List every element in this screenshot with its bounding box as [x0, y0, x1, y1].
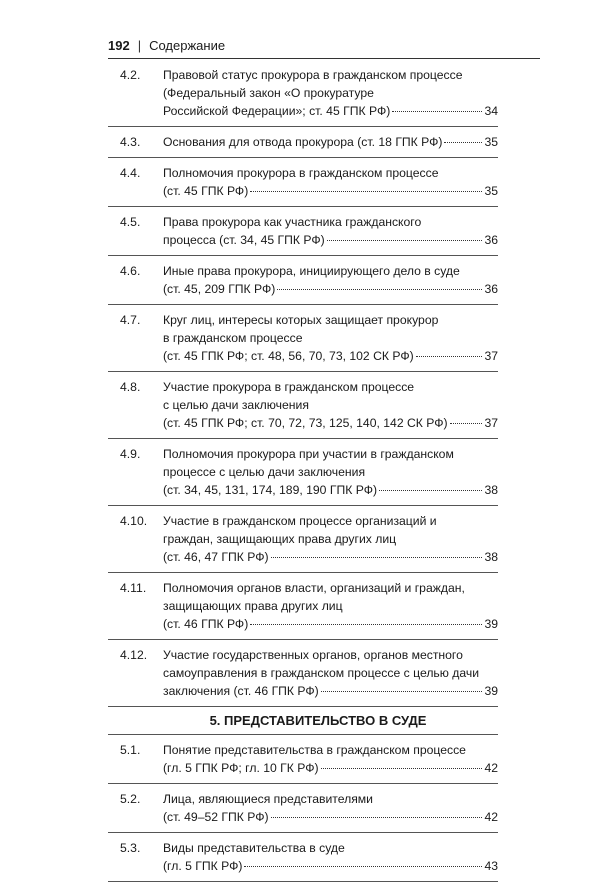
toc-entry — [108, 579, 498, 640]
toc-entry-line — [163, 741, 498, 759]
toc-entry-line — [163, 579, 498, 597]
toc-line-text: Понятие представительства в гражданском процессе — [163, 743, 466, 757]
toc-entry-last-line — [163, 414, 498, 432]
toc-line-text: (Федеральный закон «О прокуратуре — [163, 86, 374, 100]
toc-page-number: 38 — [484, 550, 498, 564]
dot-leader — [277, 289, 482, 290]
toc-entry-number: 4.2. — [120, 68, 141, 82]
dot-leader — [444, 142, 482, 143]
toc-entry-last-line — [163, 548, 498, 566]
toc-entry-number: 4.12. — [120, 648, 148, 662]
dot-leader — [271, 557, 483, 558]
toc-page-number: 37 — [484, 349, 498, 363]
toc-entry-line — [163, 378, 498, 396]
toc-line-text: Участие прокурора в гражданском процессе — [163, 380, 415, 394]
toc-entry-text — [163, 445, 498, 499]
toc-entry-number: 5.1. — [120, 743, 141, 757]
toc-entry-text — [163, 66, 498, 120]
toc-entry-line — [163, 597, 498, 615]
toc-entry-last-line — [163, 808, 498, 826]
toc-line-text: Полномочия прокурора в гражданском процессе — [163, 166, 439, 180]
toc-line-text: самоуправления в гражданском процессе с целью дачи — [163, 666, 480, 680]
toc-entry-last-line — [163, 133, 498, 151]
toc-line-text: (ст. 34, 45, 131, 174, 189, 190 ГПК РФ) — [163, 483, 378, 497]
toc-entry-line — [163, 213, 498, 231]
toc-entry-line — [163, 445, 498, 463]
toc-entry-text — [163, 164, 498, 200]
toc-entry — [108, 790, 498, 833]
dot-leader — [271, 817, 483, 818]
toc-entry-line — [163, 839, 498, 857]
header-separator: | — [137, 38, 142, 53]
toc-entry — [108, 646, 498, 707]
toc-line-text: (гл. 5 ГПК РФ) — [163, 859, 243, 873]
toc-line-text: Участие в гражданском процессе организаций и — [163, 514, 437, 528]
toc-entry — [108, 741, 498, 784]
toc-entry-number: 4.5. — [120, 215, 141, 229]
toc-entry-number: 4.9. — [120, 447, 141, 461]
header-title: Содержание — [149, 38, 226, 53]
toc-entry-number: 4.11. — [120, 581, 147, 595]
toc-page-number: 34 — [484, 104, 498, 118]
toc-line-text: (ст. 45 ГПК РФ) — [163, 184, 249, 198]
toc-line-text: в гражданском процессе — [163, 331, 303, 345]
toc-entry-text — [163, 213, 498, 249]
toc-entry-number: 4.6. — [120, 264, 141, 278]
toc-entries-chapter-5 — [108, 741, 498, 882]
toc-entry-line — [163, 664, 498, 682]
dot-leader — [416, 356, 483, 357]
toc-entry-line — [163, 164, 498, 182]
dot-leader — [250, 624, 482, 625]
toc-page-number: 35 — [484, 184, 498, 198]
toc-line-text: Участие государственных органов, органов местного — [163, 648, 463, 662]
toc-entry-last-line — [163, 682, 498, 700]
toc-line-text: (ст. 45 ГПК РФ; ст. 48, 56, 70, 73, 102 СК РФ) — [163, 349, 414, 363]
toc-page-number: 35 — [484, 135, 498, 149]
toc-entry — [108, 839, 498, 882]
running-header — [108, 38, 540, 53]
toc-entry — [108, 262, 498, 305]
toc-line-text: процесса (ст. 34, 45 ГПК РФ) — [163, 233, 325, 247]
toc-entry-line — [163, 790, 498, 808]
toc-page-number: 42 — [484, 810, 498, 824]
toc-entry-text — [163, 741, 498, 777]
dot-leader — [450, 423, 483, 424]
toc-entry-text — [163, 646, 498, 700]
toc-page-number: 38 — [484, 483, 498, 497]
toc-line-text: Виды представительства в суде — [163, 841, 345, 855]
toc-entry-last-line — [163, 231, 498, 249]
toc-entry — [108, 445, 498, 506]
toc-entry — [108, 164, 498, 207]
toc-page-number: 43 — [484, 859, 498, 873]
toc-entry-line — [163, 463, 498, 481]
toc-entry-number: 4.7. — [120, 313, 141, 327]
dot-leader — [321, 691, 483, 692]
toc-entry-number: 4.10. — [120, 514, 148, 528]
toc-page-number: 39 — [484, 684, 498, 698]
toc-entry-number: 4.8. — [120, 380, 141, 394]
toc-entry-text — [163, 311, 498, 365]
toc-entry-last-line — [163, 857, 498, 875]
toc-line-text: (ст. 45 ГПК РФ; ст. 70, 72, 73, 125, 140, 142 СК РФ) — [163, 416, 448, 430]
toc-line-text: (гл. 5 ГПК РФ; гл. 10 ГК РФ) — [163, 761, 319, 775]
toc-entry-text — [163, 133, 498, 151]
toc-line-text: (ст. 46 ГПК РФ) — [163, 617, 249, 631]
dot-leader — [392, 111, 482, 112]
toc-entry — [108, 512, 498, 573]
toc-page-number: 37 — [484, 416, 498, 430]
toc-line-text: Полномочия органов власти, организаций и граждан, — [163, 581, 465, 595]
toc-line-text: защищающих права других лиц — [163, 599, 343, 613]
toc-line-text: (ст. 45, 209 ГПК РФ) — [163, 282, 276, 296]
toc-entry-number: 4.4. — [120, 166, 141, 180]
toc-entry-last-line — [163, 102, 498, 120]
toc-entry-text — [163, 378, 498, 432]
toc-entry-line — [163, 646, 498, 664]
toc-entry-number: 5.2. — [120, 792, 141, 806]
section-heading: 5. ПРЕДСТАВИТЕЛЬСТВО В СУДЕ — [108, 713, 498, 735]
toc-page-number: 36 — [484, 282, 498, 296]
toc-entry-line — [163, 512, 498, 530]
toc-entry-line — [163, 311, 498, 329]
toc-page-number: 42 — [484, 761, 498, 775]
toc-page-number: 39 — [484, 617, 498, 631]
table-of-contents — [108, 66, 498, 888]
dot-leader — [250, 191, 482, 192]
toc-entry-last-line — [163, 280, 498, 298]
toc-line-text: Основания для отвода прокурора (ст. 18 ГПК РФ) — [163, 135, 443, 149]
toc-entry-text — [163, 512, 498, 566]
toc-line-text: с целью дачи заключения — [163, 398, 309, 412]
toc-line-text: Российской Федерации»; ст. 45 ГПК РФ) — [163, 104, 391, 118]
toc-entry-line — [163, 396, 498, 414]
dot-leader — [379, 490, 482, 491]
dot-leader — [321, 768, 483, 769]
toc-entry-last-line — [163, 481, 498, 499]
toc-entry-last-line — [163, 615, 498, 633]
toc-entry-number: 5.3. — [120, 841, 141, 855]
toc-line-text: Полномочия прокурора при участии в гражданском — [163, 447, 454, 461]
toc-entry-text — [163, 262, 498, 298]
toc-page-number: 36 — [484, 233, 498, 247]
toc-entries-chapter-4 — [108, 66, 498, 707]
toc-line-text: Круг лиц, интересы которых защищает прокурор — [163, 313, 439, 327]
toc-entry-last-line — [163, 347, 498, 365]
toc-entry-text — [163, 790, 498, 826]
dot-leader — [327, 240, 483, 241]
toc-entry — [108, 378, 498, 439]
toc-entry — [108, 133, 498, 158]
dot-leader — [244, 866, 482, 867]
toc-entry-line — [163, 66, 498, 84]
toc-line-text: Лица, являющиеся представителями — [163, 792, 373, 806]
toc-entry — [108, 311, 498, 372]
toc-entry-line — [163, 530, 498, 548]
toc-entry-text — [163, 839, 498, 875]
toc-entry-line — [163, 262, 498, 280]
toc-entry-line — [163, 329, 498, 347]
toc-entry — [108, 66, 498, 127]
toc-entry-text — [163, 579, 498, 633]
toc-entry — [108, 213, 498, 256]
toc-entry-last-line — [163, 182, 498, 200]
toc-entry-last-line — [163, 759, 498, 777]
toc-line-text: Правовой статус прокурора в гражданском процессе — [163, 68, 463, 82]
toc-line-text: граждан, защищающих права других лиц — [163, 532, 397, 546]
toc-entry-line — [163, 84, 498, 102]
toc-entry-number: 4.3. — [120, 135, 141, 149]
page-number: 192 — [108, 38, 130, 53]
toc-line-text: процессе с целью дачи заключения — [163, 465, 366, 479]
header-rule — [108, 58, 540, 59]
toc-line-text: (ст. 46, 47 ГПК РФ) — [163, 550, 269, 564]
toc-line-text: Права прокурора как участника гражданского — [163, 215, 422, 229]
toc-line-text: (ст. 49–52 ГПК РФ) — [163, 810, 269, 824]
toc-line-text: Иные права прокурора, инициирующего дело в суде — [163, 264, 460, 278]
toc-line-text: заключения (ст. 46 ГПК РФ) — [163, 684, 319, 698]
